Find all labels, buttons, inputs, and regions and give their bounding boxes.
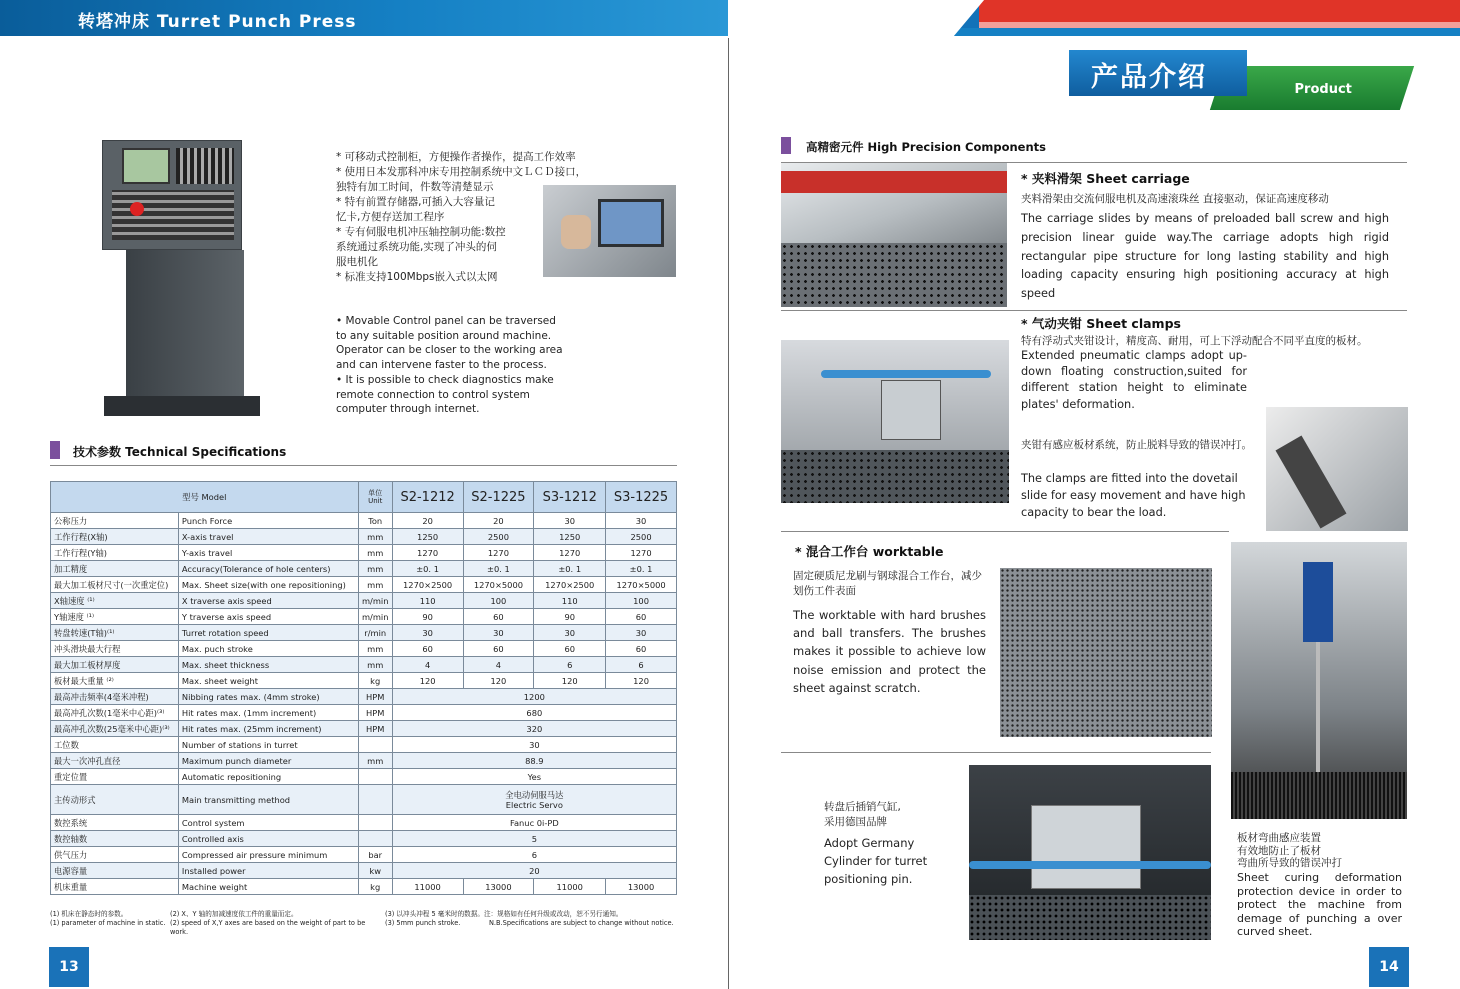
footnotes: (1) 机床在静态时的参数。 (2) X、Y 轴的加减速度依工件的重量而定。 (3) 以冲头冲程 5 毫米时的数据。注：规格如有任何升级或改动，恕不另行通知。 (1) parameter of machine in static. (2) speed of X,Y axes are based on the weight of part to be work. (3) 5mm punch stroke. N.B.Specifications are subject to change without notice.	[50, 910, 674, 936]
table-row	[51, 625, 677, 641]
param-value-span	[392, 737, 676, 753]
param-unit: HPM	[358, 705, 392, 721]
spec-header-row	[51, 482, 677, 513]
cylinder-en: Adopt Germany Cylinder for turret positioning pin.	[824, 836, 928, 886]
param-unit: mm	[358, 753, 392, 769]
table-row	[51, 705, 677, 721]
right-header-bar	[729, 0, 1460, 36]
param-value: 13000	[606, 879, 677, 895]
param-value: 60	[392, 641, 463, 657]
param-unit: mm	[358, 657, 392, 673]
param-name-zh: 板材最大重量 ⁽²⁾	[51, 673, 179, 689]
param-name-en: Y traverse axis speed	[178, 609, 358, 625]
param-unit: mm	[358, 545, 392, 561]
table-row	[51, 657, 677, 673]
param-value: 6	[606, 657, 677, 673]
worktable-divider	[781, 752, 1211, 753]
param-name-zh: 数控轴数	[51, 831, 179, 847]
table-row	[51, 831, 677, 847]
param-name-zh: 最高冲击频率(4毫米冲程)	[51, 689, 179, 705]
param-value: 90	[534, 609, 606, 625]
table-row	[51, 529, 677, 545]
param-value: 30	[606, 625, 677, 641]
model-s3-1212: S3-1212	[534, 482, 606, 513]
param-value: ±0. 1	[606, 561, 677, 577]
table-row	[51, 753, 677, 769]
param-name-en: Hit rates max. (25mm increment)	[178, 721, 358, 737]
page-number-left: 13	[49, 947, 89, 987]
header-title: 转塔冲床 Turret Punch Press	[78, 12, 357, 32]
param-value: 2500	[606, 529, 677, 545]
clamps-title: * 气动夹钳 Sheet clamps	[1021, 316, 1181, 331]
param-value-span	[392, 705, 676, 721]
table-row	[51, 863, 677, 879]
param-name-en: Y-axis travel	[178, 545, 358, 561]
features-en: • Movable Control panel can be traversed to any suitable position around machine. Operator can be closer to the working area and can intervene faster to the process. • It is possible to check diagnostics make remote connection to control system computer through internet.	[336, 315, 563, 416]
param-value-span	[392, 689, 676, 705]
param-value: ±0. 1	[534, 561, 606, 577]
param-unit: HPM	[358, 689, 392, 705]
span-value: 30	[529, 739, 540, 750]
param-value: 60	[534, 641, 606, 657]
param-unit: Ton	[358, 513, 392, 529]
param-value: 1270×2500	[534, 577, 606, 593]
param-value: 30	[606, 513, 677, 529]
param-name-zh: 重定位置	[51, 769, 179, 785]
sheet-clamps-photo	[781, 340, 1009, 503]
product-tag-en: Product	[1210, 66, 1414, 110]
model-header: 型号 Model	[51, 482, 359, 513]
param-value: 30	[463, 625, 534, 641]
param-value-span	[392, 769, 676, 785]
param-value: 60	[463, 609, 534, 625]
param-value: 2500	[463, 529, 534, 545]
param-value: 20	[463, 513, 534, 529]
param-value: 110	[392, 593, 463, 609]
param-name-en: Accuracy(Tolerance of hole centers)	[178, 561, 358, 577]
table-row	[51, 593, 677, 609]
param-value: 4	[392, 657, 463, 673]
table-row	[51, 769, 677, 785]
carriage-title: * 夹料滑架 Sheet carriage	[1021, 171, 1190, 186]
product-tag-zh: 产品介绍	[1069, 50, 1247, 96]
param-value: 120	[392, 673, 463, 689]
param-value: ±0. 1	[392, 561, 463, 577]
table-row	[51, 609, 677, 625]
span-value: 6	[531, 849, 537, 860]
clamps-divider	[781, 531, 1229, 532]
span-value: Yes	[527, 771, 542, 782]
table-row	[51, 545, 677, 561]
worktable-title: * 混合工作台 worktable	[795, 544, 944, 559]
param-unit: r/min	[358, 625, 392, 641]
left-header-bar	[0, 0, 728, 36]
span-value: Fanuc 0i-PD	[509, 817, 559, 828]
table-row	[51, 673, 677, 689]
clamps-zh2: 夹钳有感应板材系统，防止脱料导致的错误冲打。	[1021, 439, 1252, 451]
table-row	[51, 815, 677, 831]
span-value: 320	[526, 723, 543, 734]
param-value: 60	[606, 641, 677, 657]
param-unit: kg	[358, 673, 392, 689]
param-name-en: Nibbing rates max. (4mm stroke)	[178, 689, 358, 705]
param-value: 120	[463, 673, 534, 689]
param-name-zh: 主传动形式	[51, 785, 179, 815]
curing-zh: 板材弯曲感应装置 有效地防止了板材 弯曲所导致的错误冲打	[1237, 832, 1342, 869]
param-unit	[358, 831, 392, 847]
param-value: 60	[606, 609, 677, 625]
param-value: 30	[392, 625, 463, 641]
param-name-en: Number of stations in turret	[178, 737, 358, 753]
param-value-span	[392, 847, 676, 863]
turret-cylinder-photo	[969, 765, 1211, 940]
clamps-en2: The clamps are fitted into the dovetail slide for easy movement and have high capacity to bear the load.	[1021, 472, 1246, 519]
param-name-zh: 工位数	[51, 737, 179, 753]
right-page	[729, 0, 1460, 989]
table-row	[51, 785, 677, 815]
param-value: 11000	[534, 879, 606, 895]
param-name-en: Hit rates max. (1mm increment)	[178, 705, 358, 721]
model-s3-1225: S3-1225	[606, 482, 677, 513]
control-console-image	[100, 140, 260, 415]
param-unit: kg	[358, 879, 392, 895]
param-value: 1270	[606, 545, 677, 561]
param-value: 100	[463, 593, 534, 609]
param-name-en: Max. Sheet size(with one repositioning)	[178, 577, 358, 593]
param-value-span	[392, 753, 676, 769]
param-unit: mm	[358, 529, 392, 545]
table-row	[51, 689, 677, 705]
param-value: 30	[534, 513, 606, 529]
param-name-en: Main transmitting method	[178, 785, 358, 815]
dovetail-slide-photo	[1266, 407, 1408, 531]
param-name-en: Max. sheet weight	[178, 673, 358, 689]
param-name-en: Compressed air pressure minimum	[178, 847, 358, 863]
param-name-zh: 数控系统	[51, 815, 179, 831]
param-value: 4	[463, 657, 534, 673]
param-value: 6	[534, 657, 606, 673]
table-row	[51, 721, 677, 737]
span-value: 5	[531, 833, 537, 844]
span-value: 1200	[523, 691, 545, 702]
param-unit	[358, 785, 392, 815]
carriage-divider	[781, 310, 1407, 311]
param-name-zh: 最高冲孔次数(25毫米中心距)⁽³⁾	[51, 721, 179, 737]
param-name-zh: 转盘转速(T轴)⁽¹⁾	[51, 625, 179, 641]
param-value: 20	[392, 513, 463, 529]
spec-divider	[50, 465, 677, 466]
param-name-zh: 冲头滑块最大行程	[51, 641, 179, 657]
param-value: 11000	[392, 879, 463, 895]
model-s2-1225: S2-1225	[463, 482, 534, 513]
param-value: 120	[534, 673, 606, 689]
left-page	[0, 0, 728, 989]
param-unit: m/min	[358, 593, 392, 609]
param-value: 1270×5000	[463, 577, 534, 593]
param-unit: mm	[358, 577, 392, 593]
param-unit: m/min	[358, 609, 392, 625]
param-name-en: Maximum punch diameter	[178, 753, 358, 769]
carriage-zh: 夹料滑架由交流伺服电机及高速滚珠丝 直接驱动，保证高速度移动	[1021, 193, 1329, 205]
param-unit: kw	[358, 863, 392, 879]
span-value: 20	[529, 865, 540, 876]
param-name-zh: 工作行程(Y轴)	[51, 545, 179, 561]
param-unit: HPM	[358, 721, 392, 737]
control-panel-photo	[543, 185, 676, 277]
curing-en: Sheet curing deformation protection device in order to protect the machine from demage of punching a over curved sheet.	[1237, 871, 1402, 938]
param-value: 120	[606, 673, 677, 689]
param-unit	[358, 737, 392, 753]
param-name-zh: 公称压力	[51, 513, 179, 529]
param-name-zh: 机床重量	[51, 879, 179, 895]
clamps-en: Extended pneumatic clamps adopt up-down floating construction,suited for different station height to eliminate plates' deformation.	[1021, 349, 1247, 411]
table-row	[51, 737, 677, 753]
span-value-en: Electric Servo	[505, 799, 563, 810]
param-value-span	[392, 831, 676, 847]
param-value: 60	[463, 641, 534, 657]
param-name-en: X-axis travel	[178, 529, 358, 545]
param-name-en: Max. sheet thickness	[178, 657, 358, 673]
param-name-en: X traverse axis speed	[178, 593, 358, 609]
spec-table	[50, 481, 677, 895]
cylinder-zh: 转盘后插销气缸, 采用德国品牌	[824, 801, 901, 828]
features-zh: * 可移动式控制柜，方便操作者操作，提高工作效率 * 使用日本发那科冲床专用控制系统中文ＬＣＤ接口， 独特有加工时间，件数等清楚显示 * 特有前置存储器,可插入大容量记 忆卡,方便存送加工程序 * 专有伺服电机冲压轴控制功能:数控 系统通过系统功能,实现了冲头的伺 服电机化 * 标准支持100Mbps嵌入式以太网	[336, 151, 587, 283]
table-row	[51, 513, 677, 529]
param-name-en: Max. puch stroke	[178, 641, 358, 657]
param-name-en: Installed power	[178, 863, 358, 879]
param-value: 13000	[463, 879, 534, 895]
spec-section-title: 技术参数 Technical Specifications	[73, 445, 287, 459]
param-value: 1270×5000	[606, 577, 677, 593]
worktable-en: The worktable with hard brushes and ball transfers. The brushes makes it possible to achieve low noise emission and protect the sheet against scratch.	[793, 608, 986, 695]
param-value: 1250	[392, 529, 463, 545]
param-name-zh: 最大加工板材厚度	[51, 657, 179, 673]
table-row	[51, 847, 677, 863]
param-name-zh: 最大一次冲孔直径	[51, 753, 179, 769]
param-unit: bar	[358, 847, 392, 863]
param-value-span	[392, 815, 676, 831]
param-value: 1270	[463, 545, 534, 561]
sheet-carriage-photo	[781, 163, 1007, 307]
param-value: 1270×2500	[392, 577, 463, 593]
carriage-en: The carriage slides by means of preloaded ball screw and high precision linear guide way.The carriage adopts high rigid rectangular pipe structure for long lasting stability and high loading capacity ensuring high positioning accuracy at high speed	[1021, 212, 1389, 301]
param-name-zh: 最大加工板材尺寸(一次重定位)	[51, 577, 179, 593]
param-name-en: Turret rotation speed	[178, 625, 358, 641]
span-value: 680	[526, 707, 543, 718]
components-section-title: 高精密元件 High Precision Components	[806, 140, 1047, 154]
param-value-span	[392, 721, 676, 737]
param-name-zh: 最高冲孔次数(1毫米中心距)⁽³⁾	[51, 705, 179, 721]
table-row	[51, 561, 677, 577]
param-value: 1270	[392, 545, 463, 561]
model-s2-1212: S2-1212	[392, 482, 463, 513]
spec-table-body	[51, 513, 677, 895]
worktable-photo	[1000, 568, 1212, 737]
param-value-span	[392, 863, 676, 879]
param-unit: mm	[358, 561, 392, 577]
param-name-en: Automatic repositioning	[178, 769, 358, 785]
clamps-zh: 特有浮动式夹钳设计，精度高、耐用，可上下浮动配合不同平直度的板材。	[1021, 335, 1368, 347]
components-section-marker	[781, 137, 791, 154]
table-row	[51, 577, 677, 593]
param-name-zh: X轴速度 ⁽¹⁾	[51, 593, 179, 609]
table-row	[51, 879, 677, 895]
param-value: 100	[606, 593, 677, 609]
param-name-zh: 供气压力	[51, 847, 179, 863]
span-value: 全电动伺服马达	[505, 789, 564, 800]
curing-sensor-photo	[1231, 542, 1407, 819]
span-value: 88.9	[525, 755, 544, 766]
param-name-zh: Y轴速度 ⁽¹⁾	[51, 609, 179, 625]
param-value: 90	[392, 609, 463, 625]
param-value: 110	[534, 593, 606, 609]
param-name-en: Control system	[178, 815, 358, 831]
param-unit	[358, 769, 392, 785]
param-name-en: Punch Force	[178, 513, 358, 529]
worktable-zh: 固定硬质尼龙刷与钢球混合工作台，减少划伤工件表面	[793, 570, 982, 597]
param-name-zh: 电源容量	[51, 863, 179, 879]
param-name-en: Controlled axis	[178, 831, 358, 847]
param-name-zh: 工作行程(X轴)	[51, 529, 179, 545]
param-value: ±0. 1	[463, 561, 534, 577]
param-name-zh: 加工精度	[51, 561, 179, 577]
page-number-right: 14	[1369, 947, 1409, 987]
param-unit	[358, 815, 392, 831]
unit-header: 单位 Unit	[358, 482, 392, 513]
table-row	[51, 641, 677, 657]
param-unit: mm	[358, 641, 392, 657]
spec-section-marker	[50, 441, 60, 459]
param-value-span	[392, 785, 676, 815]
param-value: 1250	[534, 529, 606, 545]
param-value: 30	[534, 625, 606, 641]
param-value: 1270	[534, 545, 606, 561]
param-name-en: Machine weight	[178, 879, 358, 895]
